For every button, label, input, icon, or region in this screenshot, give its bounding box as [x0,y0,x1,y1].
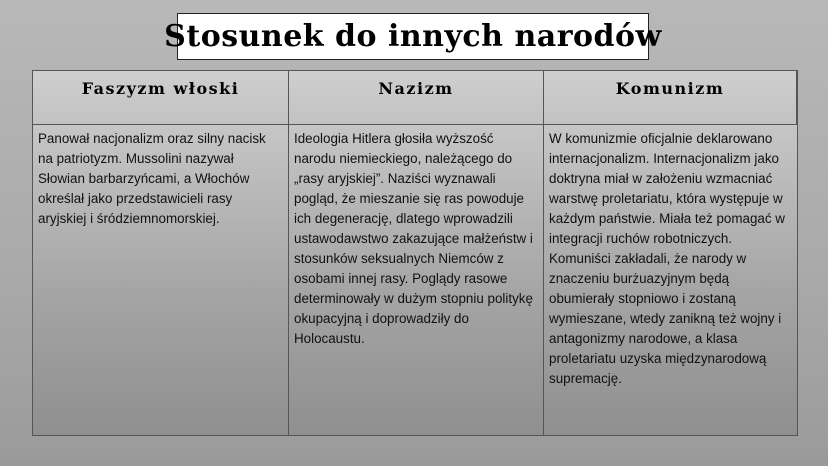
title-box [164,13,662,60]
header-cell-communism [544,71,797,125]
header-label-fascism: Faszyzm włoski [81,79,240,98]
body-cell-fascism [33,125,289,435]
header-label-nazism: Nazizm [378,79,454,98]
body-cell-communism [544,125,797,435]
slide-title: Stosunek do innych narodów [164,19,662,54]
body-text-nazism: Ideologia Hitlera głosiła wyższość narodu niemieckiego, należącego do „rasy aryjskiej”. Naziści wyznawali pogląd, że mieszanie się ras powoduje ich degenerację, dlatego wprowadzili ustawodawstwo zakazujące małżeństw i stosunków seksualnych Niemców z osobami innej rasy. Poglądy rasowe determinowały w dużym stopniu politykę okupacyjną i doprowadziły do Holocaustu. [294,131,533,346]
header-cell-fascism [33,71,289,125]
header-label-communism: Komunizm [615,79,725,98]
comparison-table [32,70,798,436]
body-text-communism: W komunizmie oficjalnie deklarowano internacjonalizm. Internacjonalizm jako doktryna miał w założeniu wzmacniać warstwę proletariatu, która występuje w każdym państwie. Miała też pomagać w integracji ruchów robotniczych. Komuniści zakładali, że narody w znaczeniu burżuazyjnym będą obumierały stopniowo i zostaną wymieszane, wtedy zanikną też wojny i antagonizmy narodowe, a klasa proletariatu uzyska międzynarodową supremację. [549,131,785,386]
body-cell-nazism [289,125,544,435]
body-text-fascism: Panował nacjonalizm oraz silny nacisk na patriotyzm. Mussolini nazywał Słowian barbarzyńcami, a Włochów określał jako przedstawicieli rasy aryjskiej i śródziemnomorskiej. [38,131,266,226]
header-cell-nazism [289,71,544,125]
